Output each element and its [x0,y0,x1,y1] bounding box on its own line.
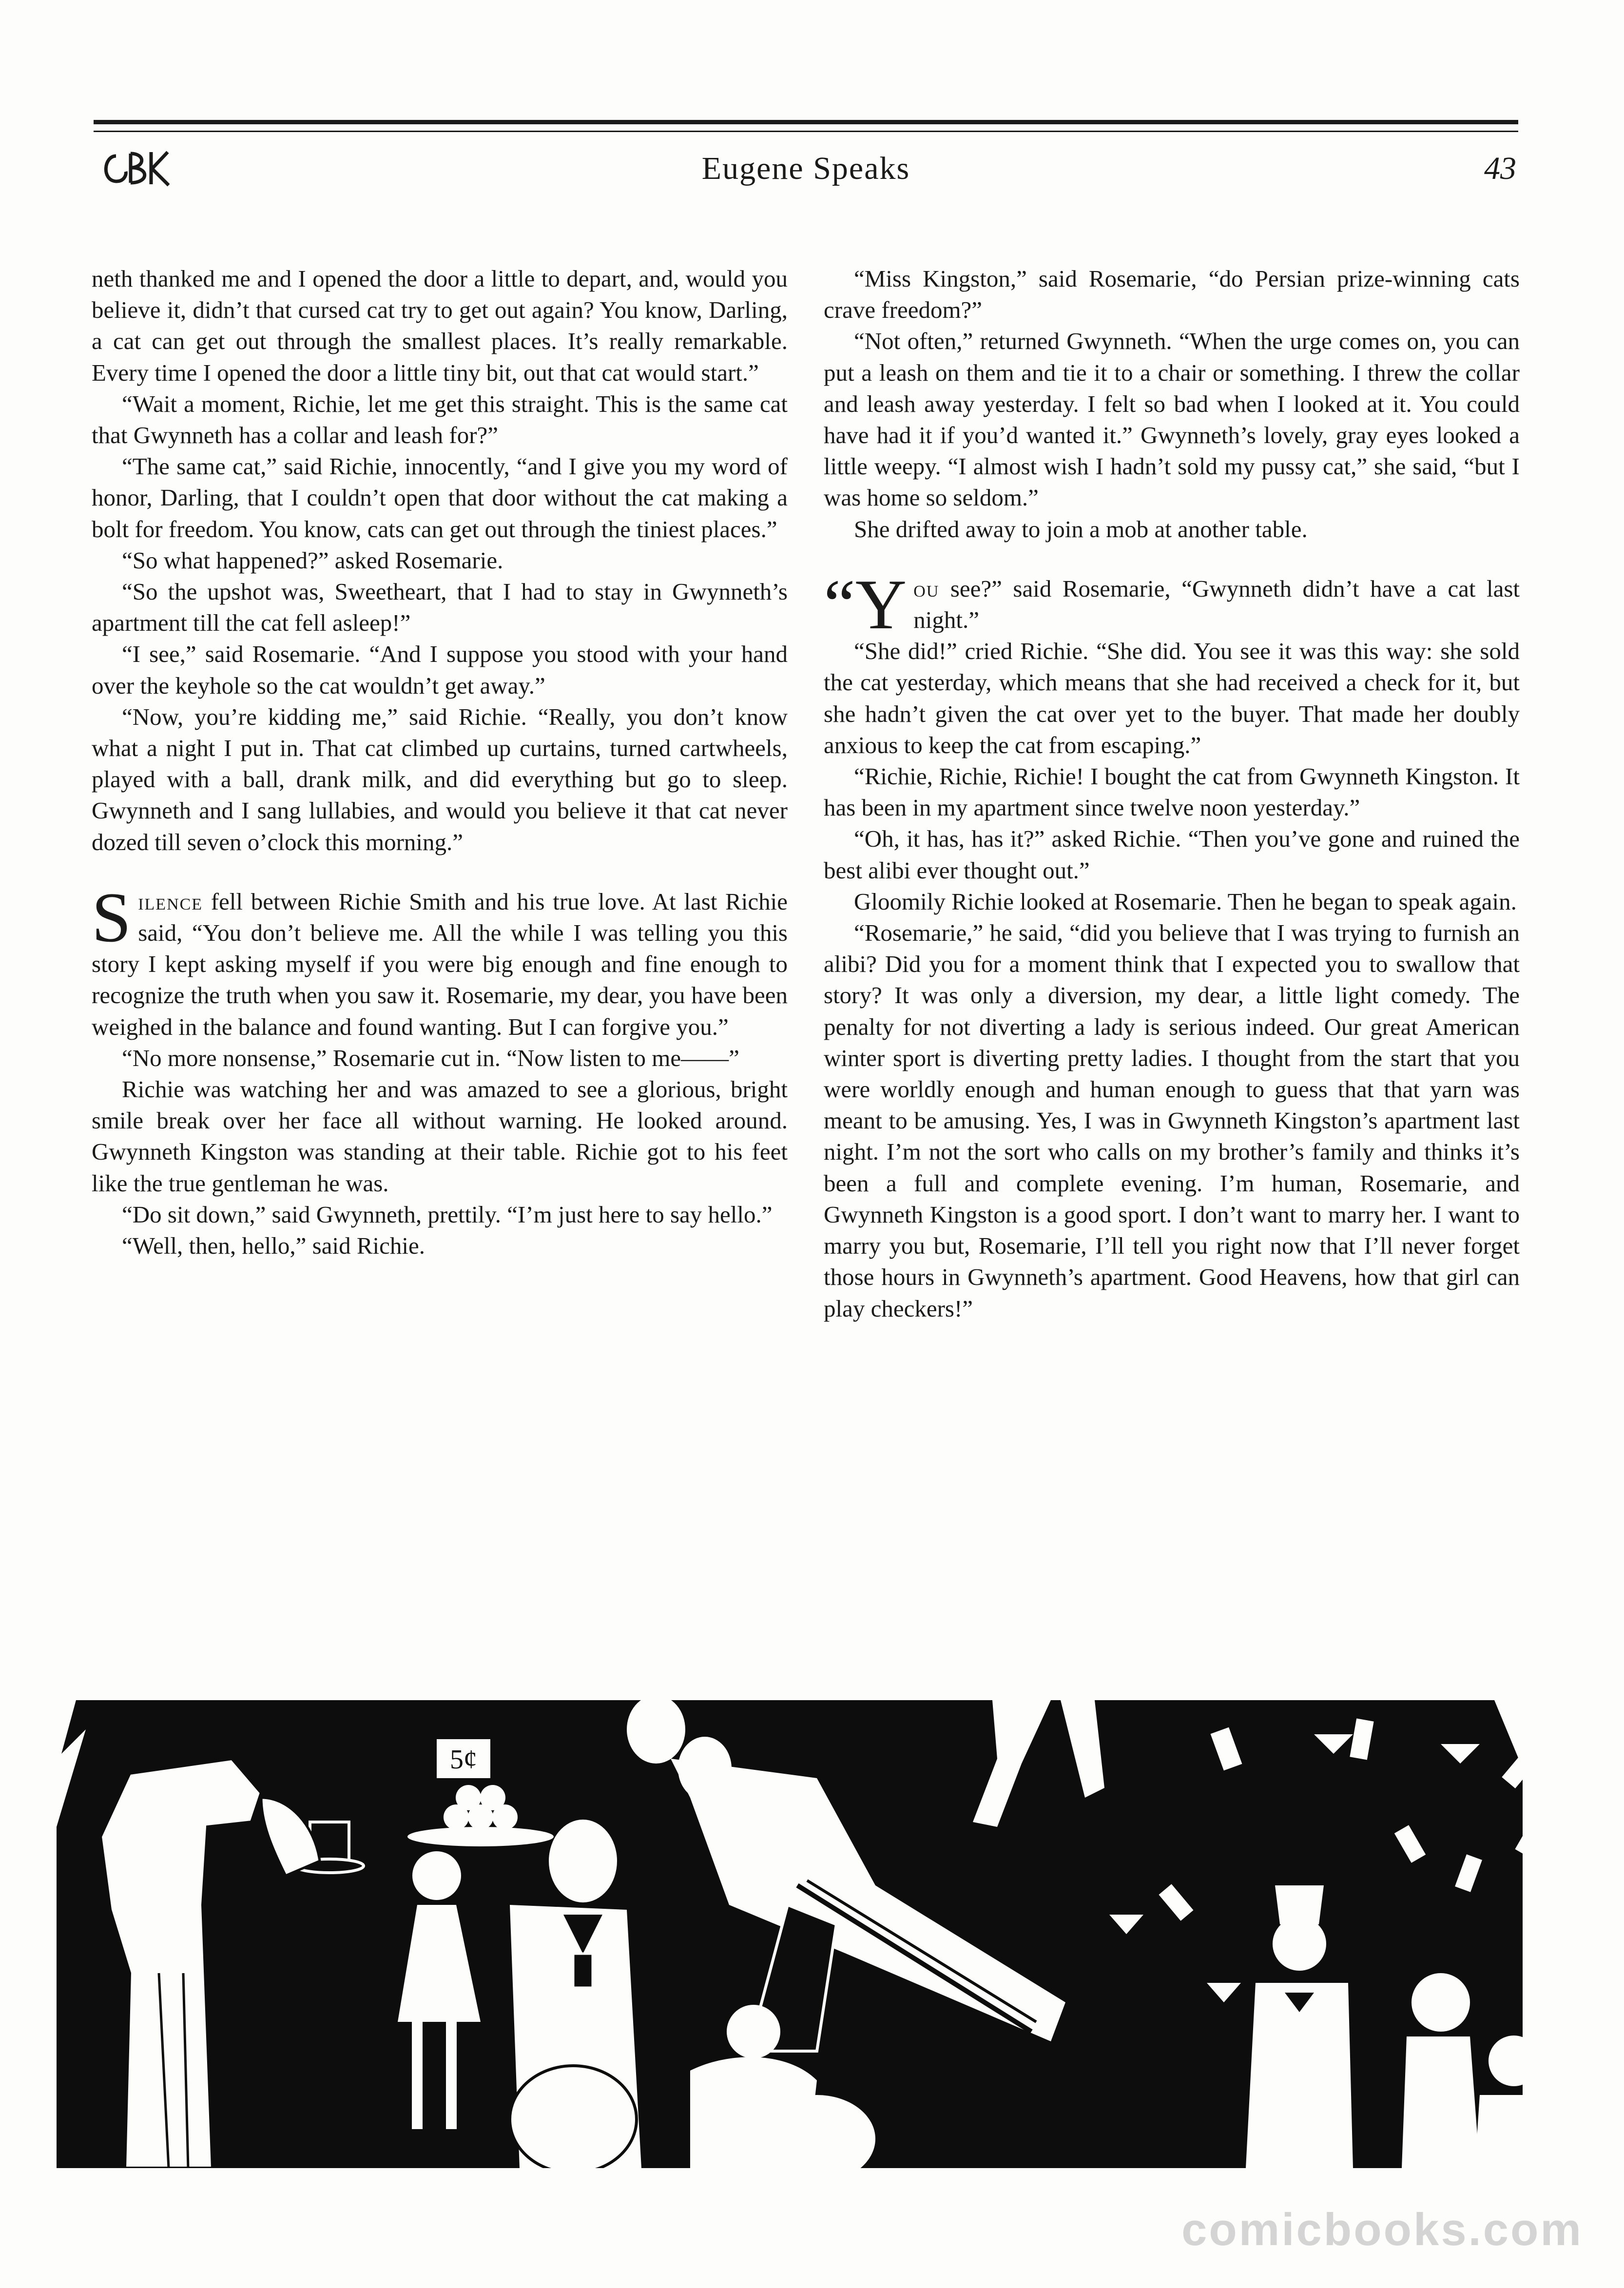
drop-cap: S [92,877,132,957]
price-sign: 5¢ [450,1745,477,1775]
header-rule-thick [94,120,1518,124]
paragraph: “Now, you’re kidding me,” said Richie. “Really, you don’t know what a night I put in. That cat climbed up curtains, turned cartwheels, played with a ball, drank milk, and did everything but go to sleep. Gwynneth and I sang lullabies, and would you believe it that cat never dozed till seven o’clock this morning.” [92,703,788,855]
paragraph: She drifted away to join a mob at another table. [854,515,1308,543]
paragraph: “Richie, Richie, Richie! I bought the cat from Gwynneth Kingston. It has been in my apartment since twelve noon yesterday.” [824,763,1520,821]
page-header [94,141,1518,200]
watermark: comicbooks.com [1181,2204,1583,2255]
flying-glasses [1109,1718,1523,2017]
page-number: 43 [1484,151,1516,186]
paragraph [824,564,1520,644]
left-column [92,263,788,1261]
paragraph: “Miss Kingston,” said Rosemarie, “do Persian prize-winning cats crave freedom?” [824,265,1520,324]
paragraph: “Oh, it has, has it?” asked Richie. “Then you’ve gone and ruined the best alibi ever thought out.” [824,825,1520,884]
section-lead-word: ou [913,575,940,602]
paragraph: “Wait a moment, Richie, let me get this straight. This is the same cat that Gwynneth has a collar and leash for?” [92,390,788,449]
paragraph: neth thanked me and I opened the door a little to depart, and, would you believe it, didn’t that cursed cat try to get out again? You know, Darling, a cat can get out through the smallest places. It’s really remarkable. Every time I opened the door a little tiny bit, out that cat would start.” [92,265,788,386]
paragraph: Gloomily Richie looked at Rosemarie. Then he began to speak again. [854,888,1517,915]
paragraph: “Well, then, hello,” said Richie. [122,1232,425,1260]
paragraph-text: see?” said Rosemarie, “Gwynneth didn’t have a cat last night.” [913,575,1520,634]
paragraph: “So the upshot was, Sweetheart, that I had to stay in Gwynneth’s apartment till the cat fell asleep!” [92,578,788,637]
dancer-leg [1061,1700,1104,1798]
paragraph: “Rosemarie,” he said, “did you believe that I was trying to furnish an alibi? Did you for a moment think that I expected you to swallow that story? It was only a diversion, my dear, a little light comedy. The penalty for not diverting a lady is serious indeed. Our great American winter sport is diverting pretty ladies. I thought from the start that you were worldly enough and human enough to guess that that yarn was meant to be amusing. Yes, I was in Gwynneth Kingston’s apartment last night. I’m not the sort who calls on my brother’s family and thinks it’s been a full and complete evening. I’m human, Rosemarie, and Gwynneth Kingston is a good sport. I don’t want to marry her. I want to marry you but, Rosemarie, I’ll tell you right now that I’ll never forget those hours in Gwynneth’s apartment. Good Heavens, how that girl can play checkers!” [824,919,1520,1322]
paragraph: “Do sit down,” said Gwynneth, prettily. “I’m just here to say hello.” [122,1201,773,1228]
paragraph [92,877,788,1043]
header-rule-thin [94,131,1518,132]
paragraph: Richie was watching her and was amazed to see a glorious, bright smile break over her face all without warning. He looked around. Gwynneth Kingston was standing at their table. Richie got to his feet like the true gentleman he was. [92,1076,788,1197]
right-column [824,263,1520,1324]
paragraph: “I see,” said Rosemarie. “And I suppose you stood with your hand over the keyhole so the cat wouldn’t get away.” [92,640,788,699]
drop-cap: “Y [824,564,907,644]
nightclub-illustration [57,1700,1523,2168]
revelers-right-figure [1246,1885,1523,2168]
dancer-leg [973,1700,1051,1827]
paragraph: “No more nonsense,” Rosemarie cut in. “Now listen to me——” [122,1044,739,1071]
paragraph: “The same cat,” said Richie, innocently, “and I give you my word of honor, Darling, that I couldn’t open that door without the cat making a bolt for freedom. You know, cats can get out through the tiniest places.” [92,453,788,543]
price-tray [407,1739,554,1846]
paragraph: “So what happened?” asked Rosemarie. [122,546,503,574]
paragraph: “Not often,” returned Gwynneth. “When the urge comes on, you can put a leash on them and tie it to a chair or something. I threw the collar and leash away yesterday. I felt so bad when I looked at it. You could have had it if you’d wanted it.” Gwynneth’s lovely, gray eyes looked a little weepy. “I almost wish I hadn’t sold my pussy cat,” she said, “but I was home so seldom.” [824,328,1520,511]
paragraph-text: fell between Richie Smith and his true love. At last Richie said, “You don’t believe me. All the while I was telling you this story I kept asking myself if you were big enough and fine enough to recognize the truth when you saw it. Rosemarie, my dear, you have been weighed in the balance and found wanting. But I can forgive you.” [92,888,788,1040]
girl-figure [398,1851,481,2129]
waiter-figure [100,1759,364,2168]
illustration-artwork [57,1700,1523,2168]
running-title: Eugene Speaks [701,151,910,186]
paragraph: “She did!” cried Richie. “She did. You see it was this way: she sold the cat yesterday, which means that she had received a check for it, but she hadn’t given the cat over yet to the buyer. That made her doubly anxious to keep the cat from escaping.” [824,638,1520,758]
section-lead-word: ilence [138,888,203,915]
